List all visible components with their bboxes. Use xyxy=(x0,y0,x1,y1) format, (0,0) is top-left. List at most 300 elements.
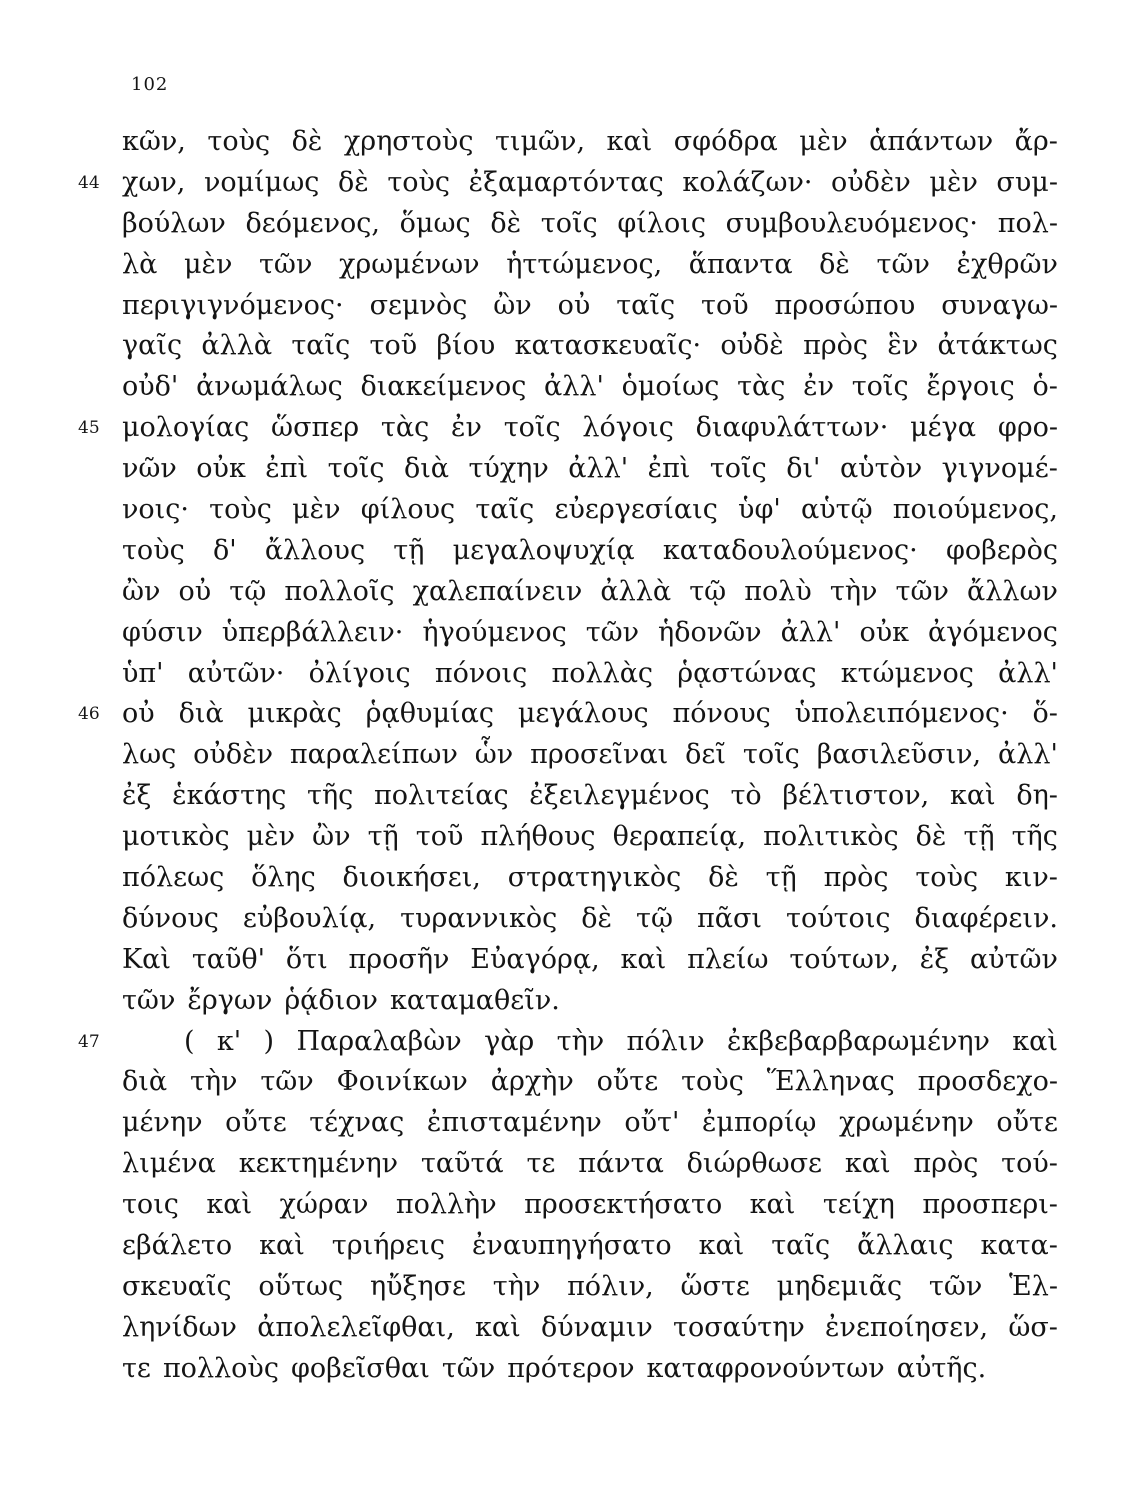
word: πολλοῖς xyxy=(284,575,395,607)
word: καὶ xyxy=(749,1189,796,1221)
text-line xyxy=(78,694,1058,735)
word: μὲν xyxy=(246,821,296,853)
word: διὰ xyxy=(403,453,450,485)
word: καταδουλούμενος· xyxy=(662,534,918,566)
word: ἐν xyxy=(803,371,835,403)
word: τοὺς xyxy=(681,1066,744,1098)
word: γαῖς xyxy=(122,330,183,362)
word: ἐπὶ xyxy=(647,453,691,485)
text-line xyxy=(122,613,1058,654)
word: ἐξ xyxy=(122,780,152,812)
text-line xyxy=(122,981,1058,1022)
word: ἀγόμενος xyxy=(927,616,1058,648)
word: ἔργων xyxy=(187,984,273,1016)
word: καὶ xyxy=(475,1311,521,1343)
word: ἐξ xyxy=(919,943,950,975)
word: ὧν xyxy=(474,739,514,771)
word: δ' xyxy=(212,534,237,566)
word: πόλεως xyxy=(122,862,225,894)
word: ἐνεποίησεν, xyxy=(825,1311,989,1343)
section-number: 45 xyxy=(78,418,100,439)
word: μὲν xyxy=(183,248,233,280)
word: φοβεῖσθαι xyxy=(290,1352,430,1384)
word: οὔτ' xyxy=(624,1107,680,1139)
text-line xyxy=(122,1185,1058,1226)
word: πόλιν, xyxy=(567,1270,654,1302)
word: τῶν xyxy=(928,1270,983,1302)
word: ἀπολελεῖφθαι, xyxy=(257,1311,455,1343)
word: Καὶ xyxy=(122,943,171,975)
word: πάντα xyxy=(578,1148,664,1180)
word: στρατηγικὸς xyxy=(507,862,682,894)
word: ἀλλ' xyxy=(568,453,629,485)
section-number: 44 xyxy=(78,172,100,193)
text-line xyxy=(122,1062,1058,1103)
word: προσώπου xyxy=(774,289,916,321)
word: οὐ xyxy=(122,698,155,730)
word: καταμαθεῖν. xyxy=(389,984,560,1016)
word: εβάλετο xyxy=(122,1230,233,1262)
word: προσδεχο- xyxy=(917,1066,1058,1098)
word: Παραλαβὼν xyxy=(296,1025,462,1057)
word: σεμνὸς xyxy=(369,289,468,321)
word: τῇ xyxy=(367,821,399,853)
word: τῶν xyxy=(259,248,313,280)
word: μολογίας xyxy=(122,412,250,444)
word: χρωμένων xyxy=(338,248,480,280)
word: τοὺς xyxy=(915,862,979,894)
word: ὥσπερ xyxy=(271,412,360,444)
text-line xyxy=(122,1308,1058,1349)
section-number: 47 xyxy=(78,1031,100,1052)
word: λὰ xyxy=(122,248,158,280)
word: ὅ- xyxy=(1032,698,1058,730)
word: τοὺς xyxy=(209,494,272,526)
word: συμβουλευόμενος· xyxy=(725,207,979,239)
word: ἐξειλεγμένος xyxy=(529,780,710,812)
word: οὕτως xyxy=(258,1270,344,1302)
word: πλήθους xyxy=(480,821,596,853)
word: πλείω xyxy=(687,943,769,975)
word: βίου xyxy=(436,330,496,362)
word: ἐπὶ xyxy=(265,453,309,485)
text-line xyxy=(78,408,1058,449)
word: σφόδρα xyxy=(673,126,778,157)
word: ὢν xyxy=(493,289,532,321)
word: κιν- xyxy=(1004,862,1058,894)
word: παραλείπων xyxy=(289,739,458,771)
text-line xyxy=(122,531,1058,572)
word: ἀτάκτως xyxy=(937,330,1058,362)
word: τὴν xyxy=(829,575,878,607)
word: δὲ xyxy=(915,821,947,853)
word: ληνίδων xyxy=(122,1311,237,1343)
word: ὢν xyxy=(122,575,161,607)
word: προσπερι- xyxy=(922,1189,1058,1221)
word: μένην xyxy=(122,1107,203,1139)
text-line xyxy=(122,1267,1058,1308)
word: τοῖς xyxy=(851,371,909,403)
word: τοῦ xyxy=(701,289,749,321)
word: ῥᾳστώνας xyxy=(677,657,817,689)
word: Εὐαγόρᾳ, xyxy=(470,943,600,975)
word: γὰρ xyxy=(484,1025,535,1057)
word: ὁ- xyxy=(1032,371,1058,403)
text-line xyxy=(122,286,1058,327)
word: Ἕλληνας xyxy=(766,1066,895,1098)
word: τοῖς xyxy=(540,207,598,239)
word: ταῖς xyxy=(475,494,535,526)
text-line xyxy=(122,817,1058,858)
word: ἀλλ' xyxy=(998,739,1058,771)
word: ἀλλ' xyxy=(998,657,1058,689)
word: ἡδονῶν xyxy=(658,616,762,648)
word: ῥᾳθυμίας xyxy=(365,698,494,730)
word: τὴν xyxy=(556,1025,605,1057)
word: διώρθωσε xyxy=(686,1148,823,1180)
body-text xyxy=(78,122,1058,1390)
word: ἄλλων xyxy=(967,575,1058,607)
word: μὲν xyxy=(292,494,341,526)
word: μηδεμιᾶς xyxy=(776,1270,903,1302)
section-number: 46 xyxy=(78,704,100,725)
word: ὑφ' xyxy=(738,494,781,526)
word: οὐ xyxy=(557,289,591,321)
word: ἐμπορίῳ xyxy=(701,1107,817,1139)
text-line xyxy=(122,1349,1058,1390)
word: χρωμένην xyxy=(839,1107,974,1139)
text-line xyxy=(122,940,1058,981)
word: νομίμως xyxy=(203,166,320,198)
word: ἓν xyxy=(887,330,919,362)
word: διαφυλάττων· xyxy=(695,412,889,444)
word: τοῖς xyxy=(327,453,385,485)
word: ὅτι xyxy=(285,943,328,975)
word: καὶ xyxy=(844,1148,891,1180)
word: διὰ xyxy=(122,1066,168,1098)
word: συμ- xyxy=(996,166,1058,198)
word: προσεῖναι xyxy=(530,739,669,771)
word: ταῦτά xyxy=(420,1148,504,1180)
word: τέχνας xyxy=(309,1107,405,1139)
word: τὸ xyxy=(730,780,762,812)
word: ποιούμενος, xyxy=(892,494,1058,526)
page-number: 102 xyxy=(131,74,169,95)
word: τῇ xyxy=(963,821,995,853)
text-line xyxy=(122,1103,1058,1144)
word: τῷ xyxy=(636,902,673,934)
word: ) xyxy=(263,1025,275,1057)
word: δὲ xyxy=(490,207,522,239)
word: καὶ xyxy=(949,780,996,812)
text-line xyxy=(122,490,1058,531)
word: δύνους xyxy=(122,902,219,934)
word: κῶν, xyxy=(122,126,186,157)
word: φρο- xyxy=(997,412,1058,444)
word: δεῖ xyxy=(685,739,726,771)
word: ( xyxy=(184,1025,195,1057)
word: αὑτῷ xyxy=(800,494,873,526)
word: νῶν xyxy=(122,453,177,485)
word: τού- xyxy=(1001,1148,1058,1180)
word: τὰς xyxy=(737,371,786,403)
word: καὶ xyxy=(259,1230,305,1262)
word: ὅλης xyxy=(251,862,316,894)
word: τε xyxy=(526,1148,556,1180)
word: δι' xyxy=(786,453,821,485)
word: μὲν xyxy=(799,126,848,157)
word: αὐτῶν· xyxy=(187,657,285,689)
word: τῷ xyxy=(229,575,267,607)
word: τοις xyxy=(122,1189,179,1221)
word: τε xyxy=(122,1352,151,1384)
word: ἁπάντων xyxy=(869,126,994,157)
word: τυραννικὸς xyxy=(400,902,558,934)
word: νοις· xyxy=(122,494,189,526)
word: καὶ xyxy=(620,943,667,975)
word: τοσαύτην xyxy=(673,1311,805,1343)
word: τοὺς xyxy=(122,534,185,566)
word: ἄλλους xyxy=(264,534,366,566)
word: διοικήσει, xyxy=(342,862,481,894)
word: ἀλλὰ xyxy=(600,575,672,607)
word: τῇ xyxy=(765,862,797,894)
word: ἐκβεβαρβαρωμένην xyxy=(727,1025,990,1057)
word: δὲ xyxy=(338,166,369,198)
word: χώραν xyxy=(279,1189,369,1221)
word: λόγοις xyxy=(582,412,674,444)
word: σκευαῖς xyxy=(122,1270,232,1302)
word: πρότερον xyxy=(507,1352,635,1384)
word: μέγα xyxy=(910,412,977,444)
word: κτώμενος xyxy=(840,657,974,689)
word: θεραπείᾳ, xyxy=(612,821,747,853)
word: τούτων, xyxy=(789,943,899,975)
word: ἡττώμενος, xyxy=(506,248,663,280)
word: ἅπαντα xyxy=(688,248,793,280)
word: τῶν xyxy=(122,984,176,1016)
word: διακείμενος xyxy=(360,371,527,403)
word: βασιλεῦσιν, xyxy=(816,739,982,771)
word: πολιτείας xyxy=(374,780,509,812)
word: τῆς xyxy=(307,780,354,812)
text-line xyxy=(122,326,1058,367)
word: ὅμως xyxy=(399,207,471,239)
word: πρὸς xyxy=(913,1148,979,1180)
word: ὑπερβάλλειν· xyxy=(221,616,404,648)
text-line xyxy=(78,1022,1058,1063)
word: βέλτιστον, xyxy=(782,780,930,812)
word: ὑπολειπόμενος· xyxy=(794,698,1009,730)
word: λως xyxy=(122,739,177,771)
word: οὐ xyxy=(178,575,212,607)
word: πολλοὺς xyxy=(162,1352,279,1384)
word: πρὸς xyxy=(823,862,889,894)
word: πόλιν xyxy=(626,1025,705,1057)
word: κ' xyxy=(216,1025,242,1057)
word: καὶ xyxy=(1012,1025,1058,1057)
word: λιμένα xyxy=(122,1148,216,1180)
word: τὴν xyxy=(189,1066,238,1098)
word: πολὺ xyxy=(744,575,812,607)
word: ὥσ- xyxy=(1008,1311,1058,1343)
word: προσῆν xyxy=(348,943,450,975)
word: ὑπ' xyxy=(122,657,164,689)
word: οὔτε xyxy=(996,1107,1058,1139)
word: δὲ xyxy=(581,902,612,934)
word: μικρὰς xyxy=(247,698,342,730)
text-line xyxy=(122,735,1058,776)
word: δὲ xyxy=(819,248,850,280)
word: τοῦ xyxy=(415,821,464,853)
word: ἐξαμαρτόντας xyxy=(468,166,664,198)
word: οὔτε xyxy=(225,1107,287,1139)
word: μὲν xyxy=(929,166,978,198)
word: κατασκευαῖς· xyxy=(514,330,702,362)
word: Ἑλ- xyxy=(1009,1270,1058,1302)
text-line xyxy=(122,899,1058,940)
word: τριήρεις xyxy=(331,1230,445,1262)
text-line xyxy=(122,1226,1058,1267)
word: τούτοις xyxy=(786,902,891,934)
word: τοῖς xyxy=(709,453,767,485)
word: συναγω- xyxy=(941,289,1058,321)
word: δη- xyxy=(1016,780,1058,812)
word: προσεκτήσατο xyxy=(524,1189,723,1221)
word: τῶν xyxy=(260,1066,314,1098)
word: καὶ xyxy=(206,1189,253,1221)
word: ταῖς xyxy=(771,1230,831,1262)
word: ἐχθρῶν xyxy=(956,248,1058,280)
text-line xyxy=(122,654,1058,695)
word: γιγνομέ- xyxy=(941,453,1058,485)
word: τοῦ xyxy=(369,330,418,362)
word: ἀρχὴν xyxy=(490,1066,574,1098)
word: δεόμενος, xyxy=(245,207,380,239)
word: τῶν xyxy=(441,1352,496,1384)
word: ἀλλὰ xyxy=(201,330,273,362)
text-line xyxy=(122,122,1058,163)
word: καὶ xyxy=(606,126,653,157)
word: πολλὰς xyxy=(551,657,654,689)
word: τοῖς xyxy=(742,739,800,771)
word: χρηστοὺς xyxy=(343,126,474,157)
word: κατα- xyxy=(980,1230,1058,1262)
text-line xyxy=(122,1144,1058,1185)
word: φοβερὸς xyxy=(945,534,1058,566)
word: οὐδὲν xyxy=(831,166,911,198)
word: ἐν xyxy=(451,412,482,444)
word: τὰς xyxy=(380,412,430,444)
word: ταῖς xyxy=(291,330,351,362)
text-line xyxy=(122,858,1058,899)
word: πόνοις xyxy=(434,657,528,689)
word: τείχη xyxy=(822,1189,895,1221)
word: εὐβουλίᾳ, xyxy=(242,902,377,934)
word: τῷ xyxy=(689,575,727,607)
word: τοὺς xyxy=(207,126,271,157)
text-line xyxy=(122,367,1058,408)
word: πρὸς xyxy=(803,330,869,362)
word: οὔτε xyxy=(596,1066,659,1098)
word: τῶν xyxy=(585,616,640,648)
text-line xyxy=(78,163,1058,204)
word: κολάζων· xyxy=(682,166,813,198)
word: ἀλλ' xyxy=(544,371,604,403)
text-line xyxy=(122,245,1058,286)
word: αὐτῶν xyxy=(969,943,1058,975)
word: ὥστε xyxy=(680,1270,750,1302)
word: οὐκ xyxy=(196,453,246,485)
word: τῇ xyxy=(393,534,425,566)
word: βούλων xyxy=(122,207,226,239)
word: οὐδ' xyxy=(122,371,179,403)
word: δὲ xyxy=(291,126,323,157)
word: τῶν xyxy=(895,575,949,607)
word: ἐπισταμένην xyxy=(426,1107,602,1139)
word: διαφέρειν. xyxy=(914,902,1058,934)
word: δὲ xyxy=(708,862,739,894)
word: οὐδὲν xyxy=(193,739,273,771)
word: πόνους xyxy=(672,698,771,730)
word: μεγαλοψυχίᾳ xyxy=(452,534,635,566)
word: τοὺς xyxy=(387,166,451,198)
word: ταῖς xyxy=(616,289,676,321)
word: ταῦθ' xyxy=(191,943,266,975)
word: οὐδὲ xyxy=(720,330,784,362)
word: χαλεπαίνειν xyxy=(412,575,583,607)
word: ἐναυπηγήσατο xyxy=(471,1230,672,1262)
word: ὀλίγοις xyxy=(308,657,411,689)
word: αὑτὸν xyxy=(839,453,923,485)
word: πολ- xyxy=(997,207,1058,239)
word: τύχην xyxy=(468,453,549,485)
word: φίλους xyxy=(360,494,456,526)
word: ἑκάστης xyxy=(172,780,287,812)
word: Φοινίκων xyxy=(336,1066,468,1098)
text-line xyxy=(122,449,1058,490)
word: καταφρονούντων xyxy=(646,1352,885,1384)
word: τὴν xyxy=(492,1270,541,1302)
word: διὰ xyxy=(178,698,224,730)
word: ὁμοίως xyxy=(621,371,720,403)
word: πολλὴν xyxy=(395,1189,497,1221)
word: ἄλλαις xyxy=(857,1230,954,1262)
word: ἡγούμενος xyxy=(422,616,567,648)
word: τοῖς xyxy=(503,412,561,444)
word: τῶν xyxy=(876,248,930,280)
word: μεγάλους xyxy=(517,698,649,730)
word: ηὔξησε xyxy=(369,1270,466,1302)
word: εὐεργεσίαις xyxy=(554,494,718,526)
word: ῥᾴδιον xyxy=(284,984,378,1016)
word: ἀλλ' xyxy=(780,616,841,648)
word: καὶ xyxy=(698,1230,745,1262)
text-line xyxy=(122,204,1058,245)
word: φύσιν xyxy=(122,616,203,648)
word: ἔργοις xyxy=(926,371,1015,403)
word: τιμῶν, xyxy=(494,126,586,157)
word: πᾶσι xyxy=(697,902,762,934)
word: πολιτικὸς xyxy=(763,821,899,853)
text-line xyxy=(122,572,1058,613)
word: δύναμιν xyxy=(540,1311,653,1343)
word: χων, xyxy=(122,166,186,198)
word: ἀνωμάλως xyxy=(196,371,343,403)
word: κεκτημένην xyxy=(238,1148,399,1180)
word: περιγιγνόμενος· xyxy=(122,289,344,321)
text-line xyxy=(122,776,1058,817)
